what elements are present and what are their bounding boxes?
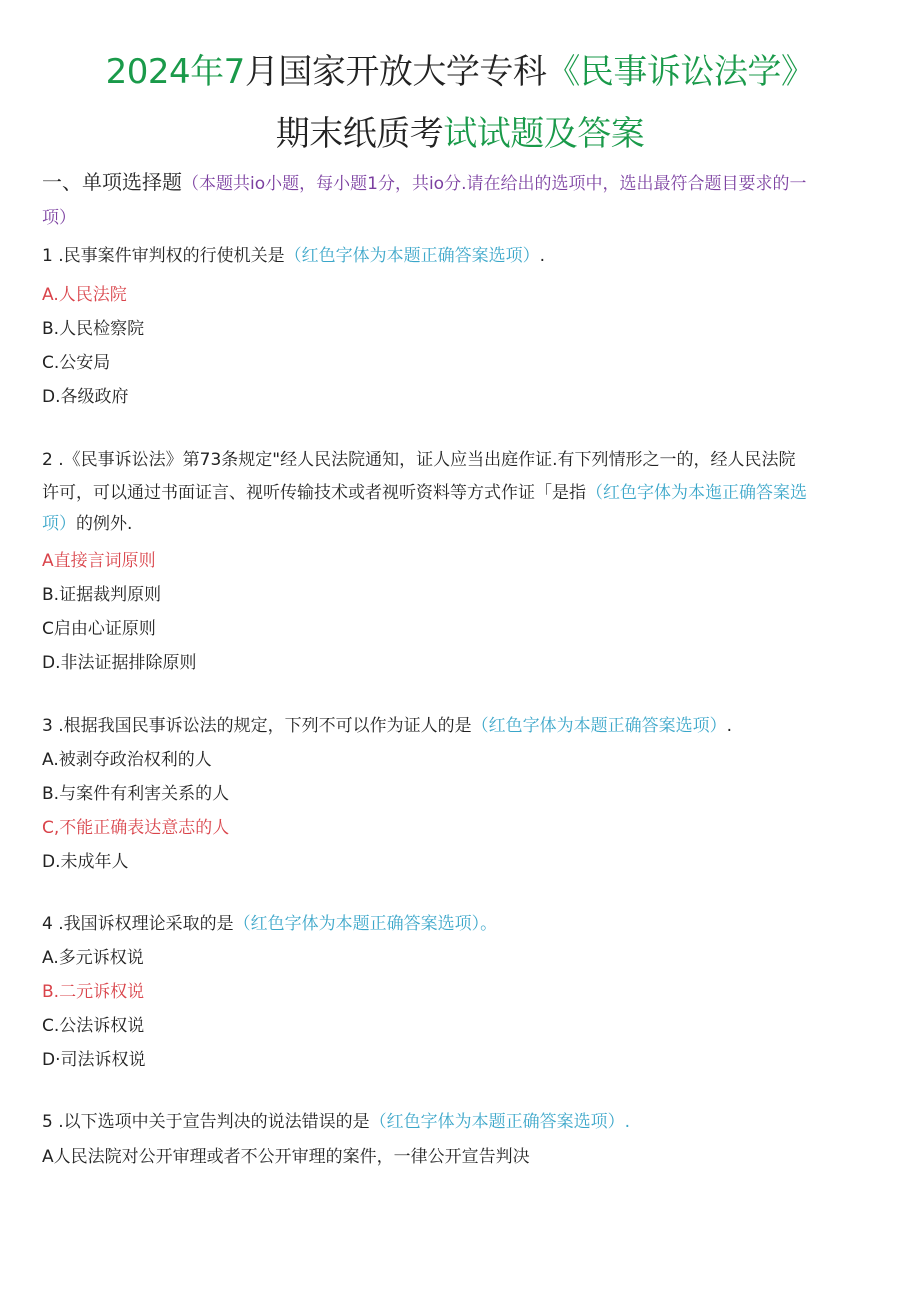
question-tail: . [726,716,733,736]
question-tail: 的例外. [76,514,133,534]
q4-option-c: C.公法诉权说 [42,1016,145,1036]
document-title-line2 [0,110,920,158]
q3-option-a: A.被剥夺政治权利的人 [42,750,212,770]
question-text: 5 .以下选项中关于宣告判决的说法错误的是 [42,1112,370,1132]
question-5-stem [42,1110,630,1134]
title-middle: 月国家开放大学专科 [244,52,547,92]
question-1-stem [42,244,545,268]
question-text: 4 .我国诉权理论采取的是 [42,914,234,934]
answer-hint: （红色字体为本题正确答案选项） [284,246,540,266]
q4-option-a: A.多元诉权说 [42,948,144,968]
title-year: 2024年7 [105,52,245,92]
question-2-stem-line3 [42,512,132,536]
section-note-cont: 项） [42,208,76,228]
question-tail: . [539,246,546,266]
question-2-stem-line1: 2 .《民事诉讼法》第73条规定"经人民法院通知，证人应当出庭作证.有下列情形之一的，经人民法院 [42,450,796,470]
answer-hint: （红色字体为本题正确答案选项）. [369,1112,631,1132]
q3-option-b: B.与案件有利害关系的人 [42,784,230,804]
q1-option-d: D.各级政府 [42,387,129,407]
question-3-stem [42,714,732,738]
question-text: 3 .根据我国民事诉讼法的规定，下列不可以作为证人的是 [42,716,472,736]
q1-option-c: C.公安局 [42,353,111,373]
q1-option-b: B.人民检察院 [42,319,145,339]
answer-hint: （红色字体为本迤正确答案选 [586,483,807,503]
q1-option-a-correct: A.人民法院 [42,285,127,305]
q2-option-d: D.非法证据排除原则 [42,653,197,673]
section-note: （本题共io小题，每小题1分，共io分.请在给出的选项中，选出最符合题目要求的一 [182,174,807,194]
q2-option-b: B.证据裁判原则 [42,585,162,605]
q5-option-a: A人民法院对公开审理或者不公开审理的案件，一律公开宣告判决 [42,1147,530,1167]
answer-hint: （红色字体为本题正确答案选项） [471,716,727,736]
title-answers: 试试题及答案 [443,114,645,154]
title-exam: 期末纸质考 [275,114,444,154]
question-text: 许可，可以通过书面证言、视听传输技术或者视听资料等方式作证「是指 [42,483,586,503]
title-course: 《民事诉讼法学》 [546,52,815,92]
q4-option-d: D·司法诉权说 [42,1050,146,1070]
question-4-stem [42,912,497,936]
section-heading-row [42,170,806,196]
answer-hint-cont: 项） [42,514,76,534]
q2-option-c: C启由心证原则 [42,619,156,639]
answer-hint: （红色字体为本题正确答案选项）。 [233,914,498,934]
q3-option-c-correct: C,不能正确表达意志的人 [42,818,230,838]
q2-option-a-correct: A直接言词原则 [42,551,156,571]
question-2-stem-line2 [42,481,807,505]
q3-option-d: D.未成年人 [42,852,129,872]
question-text: 1 .民事案件审判权的行使机关是 [42,246,285,266]
section-heading: 一、单项选择题 [42,170,182,194]
document-title-line1 [0,48,920,96]
q4-option-b-correct: B.二元诉权说 [42,982,145,1002]
